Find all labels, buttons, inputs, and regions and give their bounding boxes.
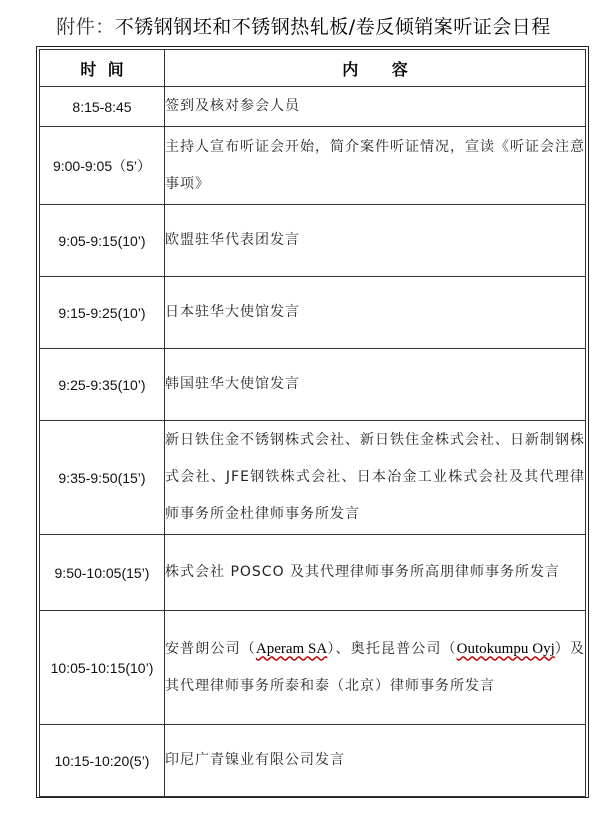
table-row <box>40 87 586 127</box>
table-header-row <box>40 50 586 87</box>
row-content: 日本驻华大使馆发言 <box>165 277 586 349</box>
table-row <box>40 725 586 797</box>
content-text: ）及其代理律师事务所泰和泰（北京）律师事务所发言 <box>165 640 586 694</box>
row-content: 新日铁住金不锈钢株式会社、新日铁住金株式会社、日新制钢株式会社、JFE钢铁株式会社、日本冶金工业株式会社及其代理律师事务所金杜律师事务所发言 <box>165 421 586 535</box>
row-time: 9:50-10:05(15’) <box>40 535 165 611</box>
content-text: 安普朗公司（ <box>165 640 256 657</box>
company-name-outokumpu: Outokumpu Oyj <box>456 640 555 657</box>
header-content: 内 容 <box>165 50 586 87</box>
title-prefix: 附件： <box>56 16 115 38</box>
header-time: 时 间 <box>40 50 165 87</box>
row-content <box>165 611 586 725</box>
row-time: 9:25-9:35(10’) <box>40 349 165 421</box>
company-name-aperam: Aperam SA <box>255 640 328 657</box>
row-content: 印尼广青镍业有限公司发言 <box>165 725 586 797</box>
row-time: 10:05-10:15(10’) <box>40 611 165 725</box>
schedule-table <box>39 49 586 797</box>
row-time: 8:15-8:45 <box>40 87 165 127</box>
content-text: ）、奥托昆普公司（ <box>327 640 457 657</box>
row-content: 韩国驻华大使馆发言 <box>165 349 586 421</box>
table-row <box>40 421 586 535</box>
table-row <box>40 277 586 349</box>
row-content: 主持人宣布听证会开始，简介案件听证情况，宣读《听证会注意事项》 <box>165 127 586 205</box>
table-row <box>40 349 586 421</box>
table-row <box>40 127 586 205</box>
row-content: 签到及核对参会人员 <box>165 87 586 127</box>
table-row <box>40 205 586 277</box>
title-main: 不锈钢钢坯和不锈钢热轧板/卷反倾销案听证会日程 <box>114 16 551 38</box>
row-time: 9:05-9:15(10’) <box>40 205 165 277</box>
row-time: 9:35-9:50(15’) <box>40 421 165 535</box>
table-row <box>40 535 586 611</box>
row-time: 9:15-9:25(10’) <box>40 277 165 349</box>
row-content: 欧盟驻华代表团发言 <box>165 205 586 277</box>
page-title <box>0 8 607 46</box>
row-time: 10:15-10:20(5’) <box>40 725 165 797</box>
row-time: 9:00-9:05（5’） <box>40 127 165 205</box>
row-content: 株式会社 POSCO 及其代理律师事务所高朋律师事务所发言 <box>165 535 586 611</box>
table-row <box>40 611 586 725</box>
